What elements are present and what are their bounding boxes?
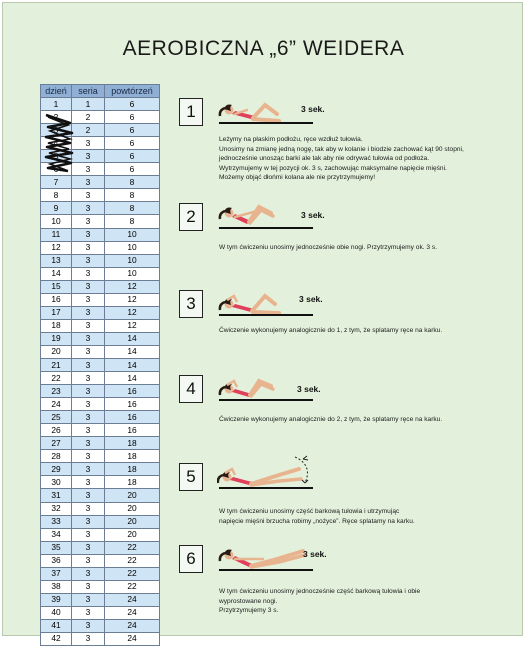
description-line: jednocześnie unosząc barki ale tak aby nie odrywać tułowia od podłoża. xyxy=(219,155,430,163)
figure-holder xyxy=(179,463,329,503)
cell-reps: 10 xyxy=(105,228,160,241)
cell-day: 7 xyxy=(41,176,72,189)
cell-day: 13 xyxy=(41,254,72,267)
cell-series: 3 xyxy=(72,215,105,228)
cell-reps: 8 xyxy=(105,215,160,228)
table-row xyxy=(41,619,160,632)
cell-series: 3 xyxy=(72,202,105,215)
cell-day: 40 xyxy=(41,606,72,619)
cell-reps: 14 xyxy=(105,332,160,345)
exercise-description xyxy=(219,243,509,253)
cell-day: 22 xyxy=(41,372,72,385)
cell-reps: 20 xyxy=(105,528,160,541)
cell-series: 3 xyxy=(72,619,105,632)
table-row xyxy=(41,280,160,293)
cell-day: 23 xyxy=(41,385,72,398)
cell-day: 16 xyxy=(41,293,72,306)
cell-series: 3 xyxy=(72,450,105,463)
description-line: W tym ćwiczeniu unosimy część barkową tułowia i utrzymując xyxy=(219,508,400,515)
cell-day: 35 xyxy=(41,541,72,554)
description-line: napięcie mięśni brzucha robimy „nożyce”. Ręce splatamy na karku. xyxy=(219,517,415,525)
description-line: Ćwiczenie wykonujemy analogicznie do 1, z tym, że splatamy ręce na karku. xyxy=(219,327,443,334)
cell-day: 38 xyxy=(41,580,72,593)
cell-reps: 16 xyxy=(105,424,160,437)
page-title: AEROBICZNA „6” WEIDERA xyxy=(122,37,405,60)
cell-day: 9 xyxy=(41,202,72,215)
table-row xyxy=(41,567,160,580)
cell-reps: 6 xyxy=(105,111,160,124)
cell-day: 39 xyxy=(41,593,72,606)
cell-reps: 10 xyxy=(105,241,160,254)
cell-day: 5 xyxy=(41,150,72,163)
cell-day: 27 xyxy=(41,437,72,450)
cell-reps: 6 xyxy=(105,98,160,111)
seconds-label: 3 sek. xyxy=(301,210,325,220)
table-row xyxy=(41,450,160,463)
cell-reps: 22 xyxy=(105,580,160,593)
table-row xyxy=(41,632,160,645)
cell-series: 3 xyxy=(72,306,105,319)
cell-series: 3 xyxy=(72,150,105,163)
description-line: Unosimy na zmianę jedną nogę, tak aby w kolanie i biodzie zachować kąt 90 stopni, xyxy=(219,145,464,153)
header-day: dzień xyxy=(41,85,72,98)
cell-day: 26 xyxy=(41,424,72,437)
header-reps: powtórzeń xyxy=(105,85,160,98)
cell-series: 3 xyxy=(72,345,105,358)
table-row xyxy=(41,228,160,241)
cell-reps: 6 xyxy=(105,150,160,163)
cell-series: 3 xyxy=(72,319,105,332)
seconds-label: 3 sek. xyxy=(297,384,321,394)
cell-reps: 12 xyxy=(105,319,160,332)
cell-day: 37 xyxy=(41,567,72,580)
cell-series: 3 xyxy=(72,489,105,502)
exercise-4 xyxy=(179,375,519,435)
cell-series: 3 xyxy=(72,606,105,619)
table-row xyxy=(41,606,160,619)
cell-series: 3 xyxy=(72,372,105,385)
cell-series: 3 xyxy=(72,293,105,306)
table-row xyxy=(41,358,160,371)
table-row xyxy=(41,293,160,306)
cell-day: 19 xyxy=(41,332,72,345)
cell-series: 2 xyxy=(72,124,105,137)
cell-series: 3 xyxy=(72,398,105,411)
cell-reps: 10 xyxy=(105,254,160,267)
table-row xyxy=(41,411,160,424)
cell-day: 21 xyxy=(41,358,72,371)
figure-holder xyxy=(179,545,329,585)
cell-series: 3 xyxy=(72,358,105,371)
description-line: Ćwiczenie wykonujemy analogicznie do 2, z tym, że splatamy ręce na karku. xyxy=(219,416,443,423)
cell-day: 24 xyxy=(41,398,72,411)
cell-series: 3 xyxy=(72,515,105,528)
cell-series: 2 xyxy=(72,111,105,124)
cell-reps: 12 xyxy=(105,293,160,306)
table-row xyxy=(41,319,160,332)
table-row xyxy=(41,541,160,554)
cell-reps: 20 xyxy=(105,515,160,528)
cell-series: 3 xyxy=(72,163,105,176)
description-line: Możemy objąć dłońmi kolana ale nie przytrzymujemy! xyxy=(219,174,376,182)
table-row xyxy=(41,241,160,254)
cell-series: 3 xyxy=(72,424,105,437)
table-row xyxy=(41,437,160,450)
cell-day: 12 xyxy=(41,241,72,254)
cell-series: 3 xyxy=(72,254,105,267)
cell-reps: 8 xyxy=(105,176,160,189)
cell-day: 18 xyxy=(41,319,72,332)
cell-reps: 24 xyxy=(105,593,160,606)
cell-day: 30 xyxy=(41,476,72,489)
table-row xyxy=(41,463,160,476)
description-line: Przytrzymujemy 3 s. xyxy=(219,607,279,615)
exercise-number: 2 xyxy=(179,203,203,231)
cell-reps: 12 xyxy=(105,280,160,293)
exercise-number: 4 xyxy=(179,375,203,403)
cell-series: 3 xyxy=(72,437,105,450)
cell-day: 17 xyxy=(41,306,72,319)
table-row xyxy=(41,593,160,606)
cell-series: 3 xyxy=(72,411,105,424)
cell-reps: 22 xyxy=(105,554,160,567)
cell-day: 11 xyxy=(41,228,72,241)
cell-day: 41 xyxy=(41,619,72,632)
cell-series: 3 xyxy=(72,593,105,606)
description-line: W tym ćwiczeniu unosimy jednocześnie obie nogi. Przytrzymujemy ok. 3 s. xyxy=(219,244,438,251)
cell-day: 20 xyxy=(41,345,72,358)
cell-reps: 24 xyxy=(105,619,160,632)
seconds-label: 3 sek. xyxy=(303,549,327,559)
cell-reps: 22 xyxy=(105,541,160,554)
cell-reps: 18 xyxy=(105,463,160,476)
cell-series: 3 xyxy=(72,176,105,189)
cell-reps: 22 xyxy=(105,567,160,580)
cell-series: 3 xyxy=(72,241,105,254)
exercise-description xyxy=(219,326,509,336)
cell-day: 25 xyxy=(41,411,72,424)
cell-series: 3 xyxy=(72,528,105,541)
cell-day: 15 xyxy=(41,280,72,293)
crossed-out-scribble xyxy=(42,113,76,173)
cell-reps: 12 xyxy=(105,306,160,319)
cell-day: 32 xyxy=(41,502,72,515)
exercise-description xyxy=(219,135,509,183)
cell-reps: 18 xyxy=(105,476,160,489)
cell-day: 34 xyxy=(41,528,72,541)
table-row xyxy=(41,215,160,228)
cell-day: 8 xyxy=(41,189,72,202)
table-body xyxy=(41,98,160,646)
table-header-row xyxy=(41,85,160,98)
cell-day: 3 xyxy=(41,124,72,137)
cell-reps: 14 xyxy=(105,358,160,371)
table-row xyxy=(41,176,160,189)
cell-day: 33 xyxy=(41,515,72,528)
cell-day: 4 xyxy=(41,137,72,150)
cell-day: 28 xyxy=(41,450,72,463)
cell-day: 29 xyxy=(41,463,72,476)
cell-reps: 14 xyxy=(105,372,160,385)
cell-reps: 24 xyxy=(105,606,160,619)
exercise-3 xyxy=(179,290,519,350)
exercise-description xyxy=(219,587,509,616)
table-row xyxy=(41,372,160,385)
exercise-description xyxy=(219,507,509,526)
cell-day: 1 xyxy=(41,98,72,111)
cell-reps: 6 xyxy=(105,163,160,176)
table-row xyxy=(41,424,160,437)
cell-day: 31 xyxy=(41,489,72,502)
cell-series: 3 xyxy=(72,632,105,645)
cell-reps: 16 xyxy=(105,411,160,424)
cell-reps: 6 xyxy=(105,124,160,137)
cell-series: 3 xyxy=(72,567,105,580)
table-row xyxy=(41,502,160,515)
cell-series: 3 xyxy=(72,228,105,241)
cell-reps: 18 xyxy=(105,450,160,463)
exercise-figure xyxy=(217,455,317,495)
description-line: wyprostowane nogi. xyxy=(219,597,278,605)
cell-day: 42 xyxy=(41,632,72,645)
exercise-5 xyxy=(179,463,519,523)
description-line: Wytrzymujemy w tej pozycji ok. 3 s, zachowując maksymalne napięcie mięśni. xyxy=(219,164,447,172)
cell-day: 36 xyxy=(41,554,72,567)
exercise-number: 1 xyxy=(179,98,203,126)
exercise-2 xyxy=(179,203,519,263)
cell-day: 10 xyxy=(41,215,72,228)
seconds-label: 3 sek. xyxy=(299,294,323,304)
cell-reps: 14 xyxy=(105,345,160,358)
cell-series: 3 xyxy=(72,580,105,593)
table-row xyxy=(41,189,160,202)
table-row xyxy=(41,98,160,111)
figure-holder xyxy=(179,98,329,138)
table-row xyxy=(41,254,160,267)
exercise-figure xyxy=(217,537,317,577)
cell-reps: 24 xyxy=(105,632,160,645)
table-row xyxy=(41,515,160,528)
figure-holder xyxy=(179,375,329,415)
cell-reps: 8 xyxy=(105,202,160,215)
cell-reps: 16 xyxy=(105,398,160,411)
cell-series: 3 xyxy=(72,463,105,476)
cell-series: 1 xyxy=(72,98,105,111)
exercise-1 xyxy=(179,98,519,182)
exercise-number: 3 xyxy=(179,290,203,318)
cell-reps: 8 xyxy=(105,189,160,202)
exercise-number: 5 xyxy=(179,463,203,491)
table-row xyxy=(41,332,160,345)
figure-holder xyxy=(179,203,329,243)
cell-reps: 16 xyxy=(105,385,160,398)
cell-day: 6 xyxy=(41,163,72,176)
cell-series: 3 xyxy=(72,554,105,567)
cell-series: 3 xyxy=(72,502,105,515)
exercise-number: 6 xyxy=(179,545,203,573)
table-row xyxy=(41,267,160,280)
cell-series: 3 xyxy=(72,267,105,280)
cell-series: 3 xyxy=(72,476,105,489)
cell-reps: 6 xyxy=(105,137,160,150)
cell-reps: 18 xyxy=(105,437,160,450)
cell-day: 14 xyxy=(41,267,72,280)
table-row xyxy=(41,489,160,502)
cell-day: 2 xyxy=(41,111,72,124)
cell-series: 3 xyxy=(72,137,105,150)
table-row xyxy=(41,345,160,358)
cell-series: 3 xyxy=(72,280,105,293)
table-row xyxy=(41,476,160,489)
description-line: Leżymy na płaskim podłożu, ręce wzdłuż tułowia. xyxy=(219,136,363,143)
table-row xyxy=(41,306,160,319)
cell-series: 3 xyxy=(72,189,105,202)
figure-holder xyxy=(179,290,329,330)
cell-series: 3 xyxy=(72,332,105,345)
cell-reps: 20 xyxy=(105,502,160,515)
cell-series: 3 xyxy=(72,541,105,554)
seconds-label: 3 sek. xyxy=(301,104,325,114)
header-series: seria xyxy=(72,85,105,98)
table-row xyxy=(41,554,160,567)
description-line: W tym ćwiczeniu unosimy jednocześnie część barkową tułowia i obie xyxy=(219,588,421,595)
exercise-6 xyxy=(179,545,519,615)
cell-series: 3 xyxy=(72,385,105,398)
table-row xyxy=(41,398,160,411)
page xyxy=(2,2,523,644)
table-row xyxy=(41,528,160,541)
exercise-description xyxy=(219,415,509,425)
table-row xyxy=(41,385,160,398)
table-row xyxy=(41,580,160,593)
cell-reps: 10 xyxy=(105,267,160,280)
cell-reps: 20 xyxy=(105,489,160,502)
table-row xyxy=(41,202,160,215)
